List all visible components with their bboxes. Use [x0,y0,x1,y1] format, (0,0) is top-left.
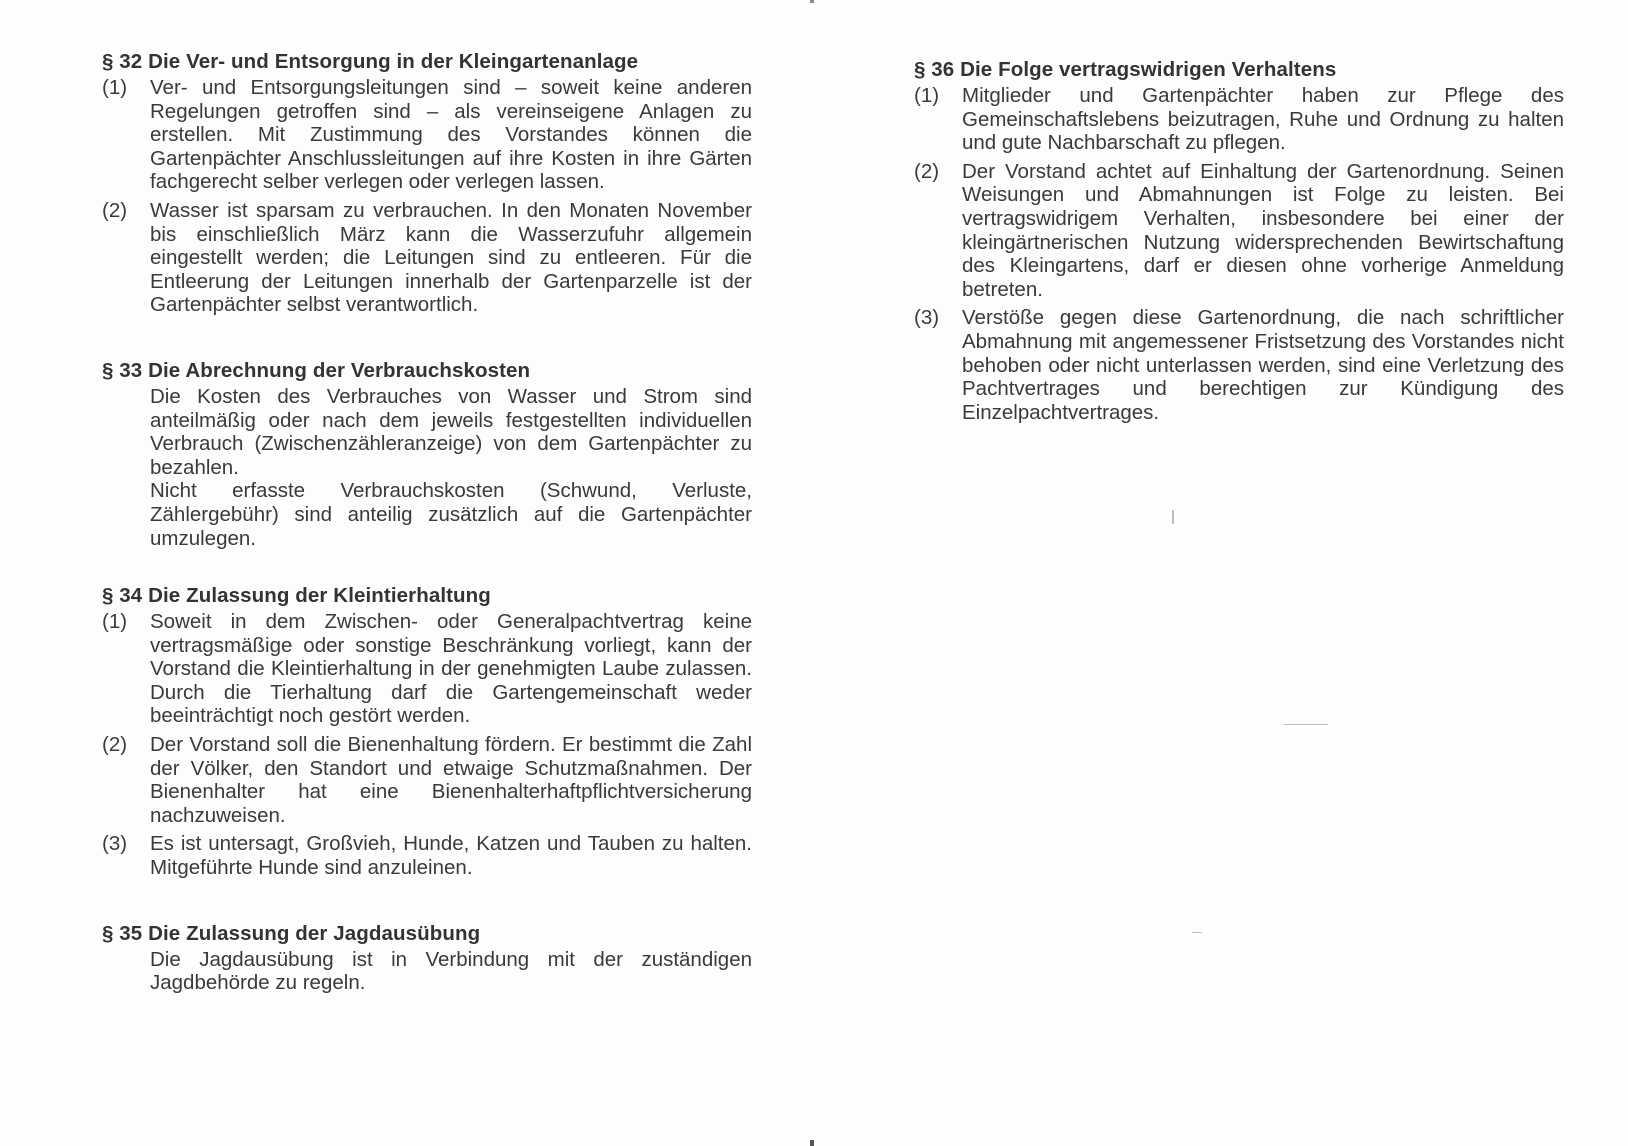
section-35-title: § 35 Die Zulassung der Jagdausübung [102,921,481,945]
section-34-paragraph-3 [102,832,752,879]
section-32 [102,50,752,317]
section-spacer [102,550,752,584]
section-36 [914,58,1564,424]
right-page [814,0,1628,1146]
section-36-paragraph-1 [914,84,1564,155]
paragraph-text: Der Vorstand soll die Bienenhaltung fördern. Er bestimmt die Zahl der Völker, den Standort und etwaige Schutzmaßnahmen. Der Bienenhalter hat eine Bienenhalterhaftpflichtversicherung nachzuweisen. [150,733,752,827]
section-36-paragraphs [914,84,1564,424]
paragraph-text: Es ist untersagt, Großvieh, Hunde, Katzen und Tauben zu halten. Mitgeführte Hunde sind anzuleinen. [150,832,752,880]
section-35 [102,922,752,995]
section-33-title: § 33 Die Abrechnung der Verbrauchskosten [102,358,531,382]
paragraph-number: (3) [914,306,940,330]
paragraph-number: (2) [102,198,128,222]
paragraph-number: (2) [914,159,940,183]
paragraph-number: (1) [102,610,128,634]
scan-speck [1192,932,1202,933]
section-spacer [102,885,752,922]
section-34-paragraph-1 [102,610,752,728]
section-34-title: § 34 Die Zulassung der Kleintierhaltung [102,584,491,608]
paragraph-number: (1) [914,84,940,107]
left-column [102,50,752,995]
paragraph-text: Ver- und Entsorgungsleitungen sind – soweit keine anderen Regelungen getroffen sind – als vereinseigene Anlagen zu erstellen. Mit Zustimmung des Vorstandes können die Gartenpächter Anschlussleitungen auf ihre Kosten in ihre Gärten fachgerecht selber verlegen oder verlegen lassen. [150,76,752,194]
section-34-paragraphs [102,610,752,880]
section-34 [102,584,752,880]
section-32-paragraphs [102,76,752,317]
section-spacer [102,322,752,359]
section-36-paragraph-2 [914,160,1564,302]
section-33-text-2: Nicht erfasste Verbrauchskosten (Schwund, Verluste, Zählergebühr) sind anteilig zusätzlich auf die Gartenpächter umzulegen. [150,479,752,550]
paragraph-number: (1) [102,76,128,99]
paragraph-text: Soweit in dem Zwischen- oder Generalpachtvertrag keine vertragsmäßige oder sonstige Beschränkung vorliegt, kann der Vorstand die Kleintierhaltung in der genehmigten Laube zulassen. Durch die Tierhaltung darf die Gartengemeinschaft weder beeinträchtigt noch gestört werden. [150,610,752,728]
section-36-title: § 36 Die Folge vertragswidrigen Verhaltens [914,58,1337,81]
section-32-title: § 32 Die Ver- und Entsorgung in der Kleingartenanlage [102,50,639,73]
paragraph-text: Verstöße gegen diese Gartenordnung, die nach schriftlicher Abmahnung mit angemessener Fristsetzung des Vorstandes nicht behoben oder nicht unterlassen werden, sind eine Verletzung des Pachtvertrages und berechtigen zur Kündigung des Einzelpachtvertrages. [962,306,1564,424]
scan-speck [1172,510,1174,524]
paragraph-number: (3) [102,832,128,856]
paragraph-text: Wasser ist sparsam zu verbrauchen. In den Monaten November bis einschließlich März kann die Wasserzufuhr allgemein eingestellt werden; die Leitungen sind zu entleeren. Für die Entleerung der Leitungen innerhalb der Gartenparzelle ist der Gartenpächter selbst verantwortlich. [150,198,752,317]
paragraph-text: Der Vorstand achtet auf Einhaltung der Gartenordnung. Seinen Weisungen und Abmahnungen ist Folge zu leisten. Bei vertragswidrigem Verhalten, insbesondere bei einer der kleingärtnerischen Nutzung widersprechenden Bewirtschaftung des Kleingartens, darf er diesen ohne vorherige Anmeldung betreten. [962,159,1564,301]
paragraph-number: (2) [102,733,128,757]
section-32-paragraph-1 [102,76,752,194]
section-32-paragraph-2 [102,199,752,317]
scan-speck [1284,724,1328,725]
section-36-paragraph-3 [914,306,1564,424]
paragraph-text: Mitglieder und Gartenpächter haben zur Pflege des Gemeinschaftslebens beizutragen, Ruhe und Ordnung zu halten und gute Nachbarschaft zu pflegen. [962,84,1564,155]
section-34-paragraph-2 [102,733,752,827]
section-33 [102,359,752,550]
section-33-text-1: Die Kosten des Verbrauches von Wasser und Strom sind anteilmäßig oder nach dem jeweils festgestellten individuellen Verbrauch (Zwischenzähleranzeige) von dem Gartenpächter zu bezahlen. [150,384,752,479]
section-35-text-1: Die Jagdausübung ist in Verbindung mit der zuständigen Jagdbehörde zu regeln. [150,947,752,995]
right-column [914,58,1564,429]
